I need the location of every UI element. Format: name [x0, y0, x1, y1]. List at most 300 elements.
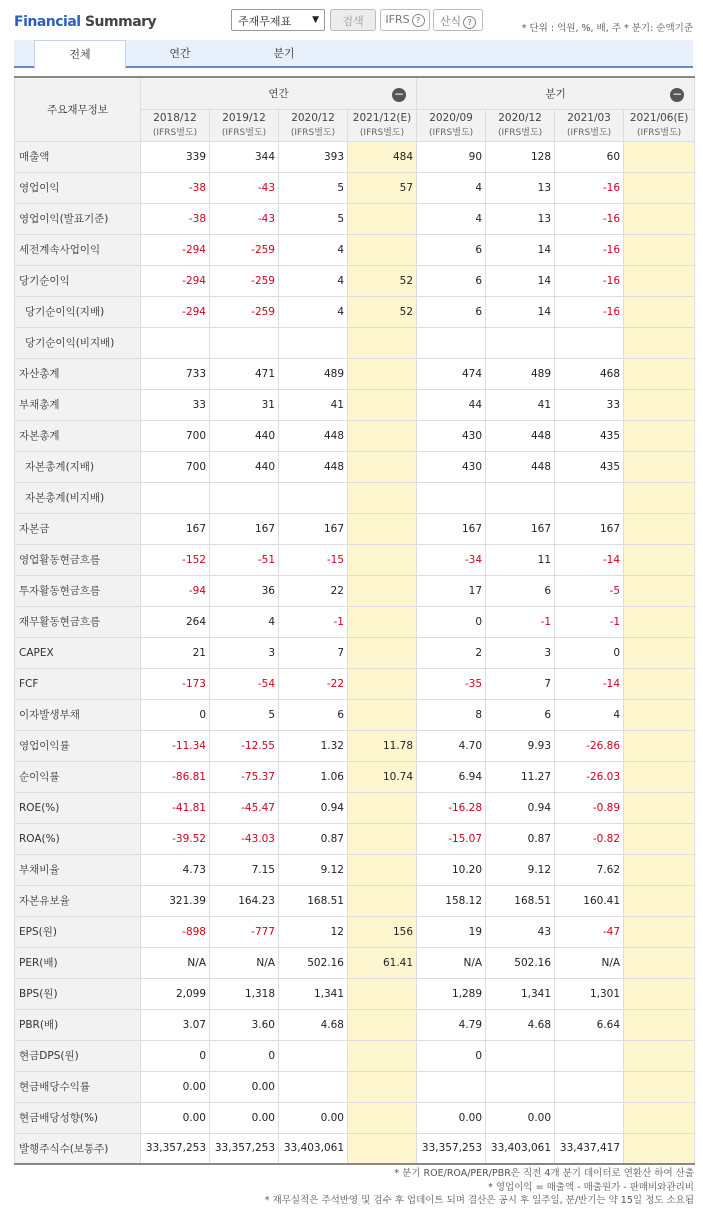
table-cell: 474: [417, 358, 486, 389]
table-cell: -26.86: [555, 730, 624, 761]
chevron-down-icon: ▼: [312, 15, 319, 25]
table-cell: [624, 172, 695, 203]
table-cell: [555, 1040, 624, 1071]
table-cell: -898: [141, 916, 210, 947]
row-label: ROE(%): [15, 792, 141, 823]
table-cell: 168.51: [279, 885, 348, 916]
table-cell: 33,403,061: [486, 1133, 555, 1164]
row-label: 자본총계(지배): [15, 451, 141, 482]
table-cell: [348, 513, 417, 544]
table-cell: -94: [141, 575, 210, 606]
table-cell: 156: [348, 916, 417, 947]
table-cell: [348, 327, 417, 358]
table-cell: -1: [555, 606, 624, 637]
table-cell: 4: [279, 234, 348, 265]
table-cell: 5: [279, 203, 348, 234]
table-cell: [624, 978, 695, 1009]
period-header: [210, 109, 279, 141]
table-cell: [486, 1071, 555, 1102]
table-cell: -54: [210, 668, 279, 699]
row-label: 자본총계: [15, 420, 141, 451]
table-cell: 33,357,253: [417, 1133, 486, 1164]
table-cell: [348, 823, 417, 854]
table-cell: 128: [486, 141, 555, 172]
table-cell: [348, 234, 417, 265]
table-row: [15, 172, 695, 203]
table-cell: [624, 823, 695, 854]
row-label: 이자발생부채: [15, 699, 141, 730]
table-cell: 8: [417, 699, 486, 730]
period-header: [348, 109, 417, 141]
table-cell: 1,318: [210, 978, 279, 1009]
table-cell: -16: [555, 172, 624, 203]
table-cell: 33,437,417: [555, 1133, 624, 1164]
statement-select-value: 주재무제표: [238, 15, 292, 28]
table-cell: [348, 575, 417, 606]
table-cell: [348, 389, 417, 420]
table-cell: 6: [486, 575, 555, 606]
statement-select[interactable]: [231, 9, 325, 31]
table-cell: -1: [279, 606, 348, 637]
collapse-quarter-icon[interactable]: −: [672, 87, 683, 101]
table-cell: [624, 947, 695, 978]
table-cell: 6.94: [417, 761, 486, 792]
table-cell: 0.00: [279, 1102, 348, 1133]
table-cell: -15.07: [417, 823, 486, 854]
table-cell: 167: [417, 513, 486, 544]
table-cell: 264: [141, 606, 210, 637]
table-cell: -16: [555, 234, 624, 265]
collapse-annual-icon[interactable]: −: [394, 87, 405, 101]
row-label: 당기순이익: [15, 265, 141, 296]
table-cell: 471: [210, 358, 279, 389]
table-cell: 11.78: [348, 730, 417, 761]
table-cell: 0.00: [210, 1102, 279, 1133]
period-label: 2021/06(E): [629, 112, 689, 124]
table-cell: 9.12: [279, 854, 348, 885]
page-title: [14, 14, 156, 30]
table-cell: [279, 1071, 348, 1102]
table-cell: 17: [417, 575, 486, 606]
table-cell: 448: [279, 420, 348, 451]
table-cell: N/A: [555, 947, 624, 978]
table-row: [15, 854, 695, 885]
table-cell: [624, 1071, 695, 1102]
table-cell: [624, 296, 695, 327]
annual-group-header: [141, 77, 417, 109]
search-button[interactable]: [330, 9, 376, 31]
table-cell: [624, 482, 695, 513]
table-cell: 41: [279, 389, 348, 420]
table-cell: [348, 1071, 417, 1102]
table-cell: [486, 482, 555, 513]
table-cell: N/A: [417, 947, 486, 978]
table-cell: [348, 1040, 417, 1071]
period-basis: (IFRS별도): [566, 128, 612, 138]
table-cell: 3.60: [210, 1009, 279, 1040]
table-cell: -38: [141, 203, 210, 234]
table-cell: 14: [486, 265, 555, 296]
table-row: [15, 668, 695, 699]
table-cell: [624, 1133, 695, 1164]
table-row: [15, 947, 695, 978]
table-cell: 1,341: [279, 978, 348, 1009]
table-cell: 448: [486, 420, 555, 451]
table-row: [15, 1040, 695, 1071]
table-cell: 10.20: [417, 854, 486, 885]
table-cell: 2,099: [141, 978, 210, 1009]
table-row: [15, 916, 695, 947]
table-cell: [348, 885, 417, 916]
table-cell: 11: [486, 544, 555, 575]
table-cell: 1,301: [555, 978, 624, 1009]
period-header: [486, 109, 555, 141]
table-cell: -16.28: [417, 792, 486, 823]
table-cell: -39.52: [141, 823, 210, 854]
period-header: [141, 109, 210, 141]
table-cell: 9.93: [486, 730, 555, 761]
table-cell: [348, 792, 417, 823]
table-cell: -45.47: [210, 792, 279, 823]
ifrs-label: IFRS: [385, 13, 410, 26]
table-cell: -173: [141, 668, 210, 699]
quarter-group-label: 분기: [545, 87, 566, 100]
table-cell: 430: [417, 451, 486, 482]
table-cell: -5: [555, 575, 624, 606]
table-cell: [624, 265, 695, 296]
table-cell: 43: [486, 916, 555, 947]
table-cell: 502.16: [279, 947, 348, 978]
table-cell: -294: [141, 234, 210, 265]
table-cell: [624, 916, 695, 947]
title-part-financial: Financial: [14, 14, 81, 30]
table-cell: -11.34: [141, 730, 210, 761]
annual-group-label: 연간: [268, 87, 289, 100]
table-cell: 4.68: [486, 1009, 555, 1040]
table-cell: [486, 1040, 555, 1071]
table-cell: 33,357,253: [210, 1133, 279, 1164]
period-basis: (IFRS별도): [152, 128, 198, 138]
row-label: 자본유보율: [15, 885, 141, 916]
table-cell: [624, 1040, 695, 1071]
title-part-summary: Summary: [84, 14, 157, 30]
table-cell: [624, 668, 695, 699]
table-cell: 1,289: [417, 978, 486, 1009]
table-row: [15, 141, 695, 172]
period-basis: (IFRS별도): [290, 128, 336, 138]
row-label: 영업이익(발표기준): [15, 203, 141, 234]
table-cell: 2: [417, 637, 486, 668]
period-label: 2018/12: [153, 112, 197, 124]
table-cell: 4: [417, 203, 486, 234]
table-cell: [417, 1071, 486, 1102]
table-cell: 448: [279, 451, 348, 482]
table-cell: N/A: [141, 947, 210, 978]
table-cell: -43: [210, 172, 279, 203]
table-cell: -16: [555, 296, 624, 327]
table-row: [15, 885, 695, 916]
table-cell: 12: [279, 916, 348, 947]
table-cell: -259: [210, 234, 279, 265]
row-label: 부채비율: [15, 854, 141, 885]
table-cell: [624, 420, 695, 451]
formula-label: 산식: [439, 15, 462, 28]
period-header: [555, 109, 624, 141]
table-cell: 158.12: [417, 885, 486, 916]
table-cell: 11.27: [486, 761, 555, 792]
table-cell: -259: [210, 265, 279, 296]
table-cell: [210, 482, 279, 513]
table-cell: [555, 327, 624, 358]
row-label: PBR(배): [15, 1009, 141, 1040]
table-cell: 167: [141, 513, 210, 544]
table-row: [15, 358, 695, 389]
table-cell: 1.06: [279, 761, 348, 792]
table-row: [15, 265, 695, 296]
table-row: [15, 637, 695, 668]
table-row: [15, 699, 695, 730]
table-cell: 7: [486, 668, 555, 699]
table-row: [15, 1009, 695, 1040]
row-label: 자본금: [15, 513, 141, 544]
table-cell: [624, 358, 695, 389]
row-label: CAPEX: [15, 637, 141, 668]
table-row: [15, 606, 695, 637]
table-cell: 344: [210, 141, 279, 172]
table-cell: 484: [348, 141, 417, 172]
row-label: EPS(원): [15, 916, 141, 947]
table-cell: 6: [486, 699, 555, 730]
table-cell: 700: [141, 420, 210, 451]
period-basis: (IFRS별도): [359, 128, 405, 138]
table-row: [15, 730, 695, 761]
row-label: 당기순이익(지배): [15, 296, 141, 327]
table-cell: 4: [279, 296, 348, 327]
table-cell: [555, 1102, 624, 1133]
table-cell: 6: [279, 699, 348, 730]
table-cell: -75.37: [210, 761, 279, 792]
table-cell: [348, 606, 417, 637]
table-cell: [624, 730, 695, 761]
table-row: [15, 234, 695, 265]
period-label: 2020/09: [429, 112, 473, 124]
table-cell: 0: [555, 637, 624, 668]
table-cell: 3.07: [141, 1009, 210, 1040]
table-cell: 321.39: [141, 885, 210, 916]
table-cell: 6: [417, 234, 486, 265]
period-basis: (IFRS별도): [636, 128, 682, 138]
tab-quarter[interactable]: 분기: [273, 47, 295, 60]
table-cell: 21: [141, 637, 210, 668]
table-row: [15, 482, 695, 513]
tab-annual[interactable]: 연간: [169, 47, 191, 60]
row-label: 영업이익: [15, 172, 141, 203]
table-cell: [348, 699, 417, 730]
period-label: 2019/12: [222, 112, 266, 124]
table-cell: 5: [210, 699, 279, 730]
table-cell: N/A: [210, 947, 279, 978]
table-cell: -15: [279, 544, 348, 575]
table-cell: 0.00: [210, 1071, 279, 1102]
table-cell: 19: [417, 916, 486, 947]
footnote: * 재무실적은 주석반영 및 검수 후 업데이트 되며 결산은 공시 후 일주일, 분/반기는 약 15일 정도 소요됨: [264, 1195, 694, 1206]
row-label: 자본총계(비지배): [15, 482, 141, 513]
table-cell: -14: [555, 668, 624, 699]
table-cell: [624, 513, 695, 544]
table-cell: [348, 1102, 417, 1133]
period-label: 2021/03: [567, 112, 611, 124]
table-cell: [624, 544, 695, 575]
table-cell: [348, 1009, 417, 1040]
table-cell: -47: [555, 916, 624, 947]
period-header: [624, 109, 695, 141]
table-cell: [348, 482, 417, 513]
table-cell: -14: [555, 544, 624, 575]
table-cell: 435: [555, 451, 624, 482]
table-row: [15, 761, 695, 792]
table-row: [15, 544, 695, 575]
table-cell: [624, 637, 695, 668]
table-cell: 33: [555, 389, 624, 420]
footnotes: [265, 1167, 694, 1208]
search-button-label: 검색: [342, 15, 364, 28]
table-cell: 435: [555, 420, 624, 451]
table-cell: [348, 978, 417, 1009]
table-cell: 0.87: [486, 823, 555, 854]
table-cell: 14: [486, 296, 555, 327]
table-cell: -16: [555, 265, 624, 296]
table-cell: 700: [141, 451, 210, 482]
table-cell: [348, 1133, 417, 1164]
table-cell: [624, 1009, 695, 1040]
table-cell: 13: [486, 203, 555, 234]
row-label: 영업이익률: [15, 730, 141, 761]
table-cell: [348, 854, 417, 885]
table-cell: 33: [141, 389, 210, 420]
table-cell: 7.62: [555, 854, 624, 885]
table-cell: [624, 234, 695, 265]
table-cell: 0: [210, 1040, 279, 1071]
table-cell: 6: [417, 265, 486, 296]
table-cell: 4: [210, 606, 279, 637]
table-row: [15, 575, 695, 606]
table-cell: 6.64: [555, 1009, 624, 1040]
table-cell: 0.87: [279, 823, 348, 854]
table-cell: -0.89: [555, 792, 624, 823]
row-label: FCF: [15, 668, 141, 699]
table-cell: -259: [210, 296, 279, 327]
table-cell: 430: [417, 420, 486, 451]
table-row: [15, 451, 695, 482]
table-cell: [210, 327, 279, 358]
table-cell: 4.73: [141, 854, 210, 885]
period-header: [279, 109, 348, 141]
table-cell: 52: [348, 265, 417, 296]
table-row: [15, 203, 695, 234]
table-cell: 90: [417, 141, 486, 172]
table-cell: 167: [486, 513, 555, 544]
row-label: 순이익률: [15, 761, 141, 792]
table-cell: -35: [417, 668, 486, 699]
table-cell: 61.41: [348, 947, 417, 978]
table-cell: -34: [417, 544, 486, 575]
period-tabs: [14, 40, 693, 68]
period-header: [417, 109, 486, 141]
table-cell: 489: [279, 358, 348, 389]
table-row: [15, 1071, 695, 1102]
label-header: 주요재무정보: [15, 77, 141, 141]
table-row: [15, 1102, 695, 1133]
table-cell: 164.23: [210, 885, 279, 916]
table-cell: [348, 451, 417, 482]
table-cell: [624, 451, 695, 482]
table-cell: 33,403,061: [279, 1133, 348, 1164]
table-cell: 167: [555, 513, 624, 544]
table-cell: 0.94: [279, 792, 348, 823]
table-cell: [348, 668, 417, 699]
table-row: [15, 978, 695, 1009]
table-cell: 440: [210, 451, 279, 482]
table-cell: 160.41: [555, 885, 624, 916]
table-cell: 4.70: [417, 730, 486, 761]
table-cell: 10.74: [348, 761, 417, 792]
table-cell: 468: [555, 358, 624, 389]
table-cell: 0: [141, 1040, 210, 1071]
table-cell: [348, 203, 417, 234]
table-cell: 4: [555, 699, 624, 730]
unit-note: * 단위 : 억원, %, 배, 주 * 분기: 순액기준: [521, 23, 693, 34]
table-cell: 0.00: [486, 1102, 555, 1133]
table-cell: 4: [417, 172, 486, 203]
row-label: PER(배): [15, 947, 141, 978]
formula-help-button[interactable]: [433, 9, 483, 31]
table-cell: 339: [141, 141, 210, 172]
table-cell: 167: [279, 513, 348, 544]
period-basis: (IFRS별도): [221, 128, 267, 138]
table-cell: 57: [348, 172, 417, 203]
table-cell: 0.00: [417, 1102, 486, 1133]
table-cell: 4.68: [279, 1009, 348, 1040]
table-cell: [348, 358, 417, 389]
table-cell: -86.81: [141, 761, 210, 792]
table-row: [15, 1133, 695, 1164]
table-cell: -22: [279, 668, 348, 699]
tab-all[interactable]: 전체: [34, 40, 126, 69]
table-cell: -0.82: [555, 823, 624, 854]
table-cell: [348, 544, 417, 575]
table-cell: [624, 1102, 695, 1133]
row-label: 재무활동현금흐름: [15, 606, 141, 637]
table-cell: 0: [417, 1040, 486, 1071]
table-cell: [624, 327, 695, 358]
ifrs-help-button[interactable]: [380, 9, 430, 31]
financial-table: [14, 76, 695, 1165]
period-basis: (IFRS별도): [428, 128, 474, 138]
period-label: 2021/12(E): [352, 112, 412, 124]
table-cell: -152: [141, 544, 210, 575]
table-cell: [624, 761, 695, 792]
period-label: 2020/12: [291, 112, 335, 124]
table-cell: -294: [141, 296, 210, 327]
table-cell: 31: [210, 389, 279, 420]
table-row: [15, 389, 695, 420]
table-cell: -1: [486, 606, 555, 637]
table-cell: 489: [486, 358, 555, 389]
table-cell: 6: [417, 296, 486, 327]
quarter-group-header: [417, 77, 695, 109]
table-cell: -26.03: [555, 761, 624, 792]
table-cell: [624, 203, 695, 234]
